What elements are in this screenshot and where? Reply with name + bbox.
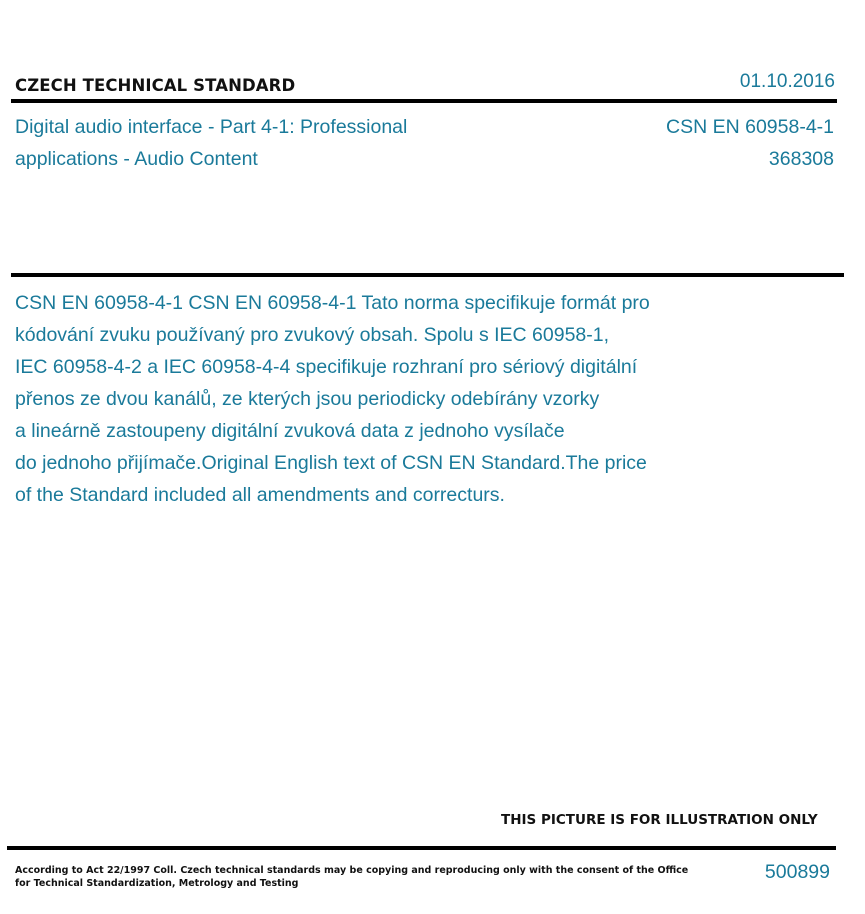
standard-title-line-2: applications - Audio Content (15, 148, 258, 170)
header-divider (11, 99, 837, 103)
standard-number: CSN EN 60958-4-1 (666, 116, 834, 138)
abstract-line: do jednoho přijímače.Original English text of CSN EN Standard.The price (15, 452, 647, 474)
abstract-line: of the Standard included all amendments and correcturs. (15, 484, 505, 506)
abstract-line: CSN EN 60958-4-1 CSN EN 60958-4-1 Tato norma specifikuje formát pro (15, 292, 650, 314)
section-divider (11, 273, 844, 277)
abstract-text (15, 287, 745, 511)
abstract-line: kódování zvuku používaný pro zvukový obsah. Spolu s IEC 60958-1, (15, 324, 610, 346)
abstract-line: IEC 60958-4-2 a IEC 60958-4-4 specifikuje rozhraní pro sériový digitální (15, 356, 638, 378)
standard-title-line-1: Digital audio interface - Part 4-1: Professional (15, 116, 408, 138)
abstract-line: přenos ze dvou kanálů, ze kterých jsou periodicky odebírány vzorky (15, 388, 600, 410)
legal-notice-line-2: for Technical Standardization, Metrology and Testing (15, 878, 299, 889)
abstract-line: a lineárně zastoupeny digitální zvuková data z jednoho vysílače (15, 420, 565, 442)
footer-divider (7, 846, 836, 850)
publication-date: 01.10.2016 (739, 71, 835, 92)
standard-code: 368308 (768, 148, 834, 170)
illustration-disclaimer: THIS PICTURE IS FOR ILLUSTRATION ONLY (501, 812, 818, 828)
legal-notice-line-1: According to Act 22/1997 Coll. Czech technical standards may be copying and reproducing only with the consent of the Office (15, 865, 689, 876)
document-type-label: CZECH TECHNICAL STANDARD (15, 76, 296, 95)
legal-notice (15, 864, 688, 890)
catalog-code: 500899 (764, 861, 830, 883)
